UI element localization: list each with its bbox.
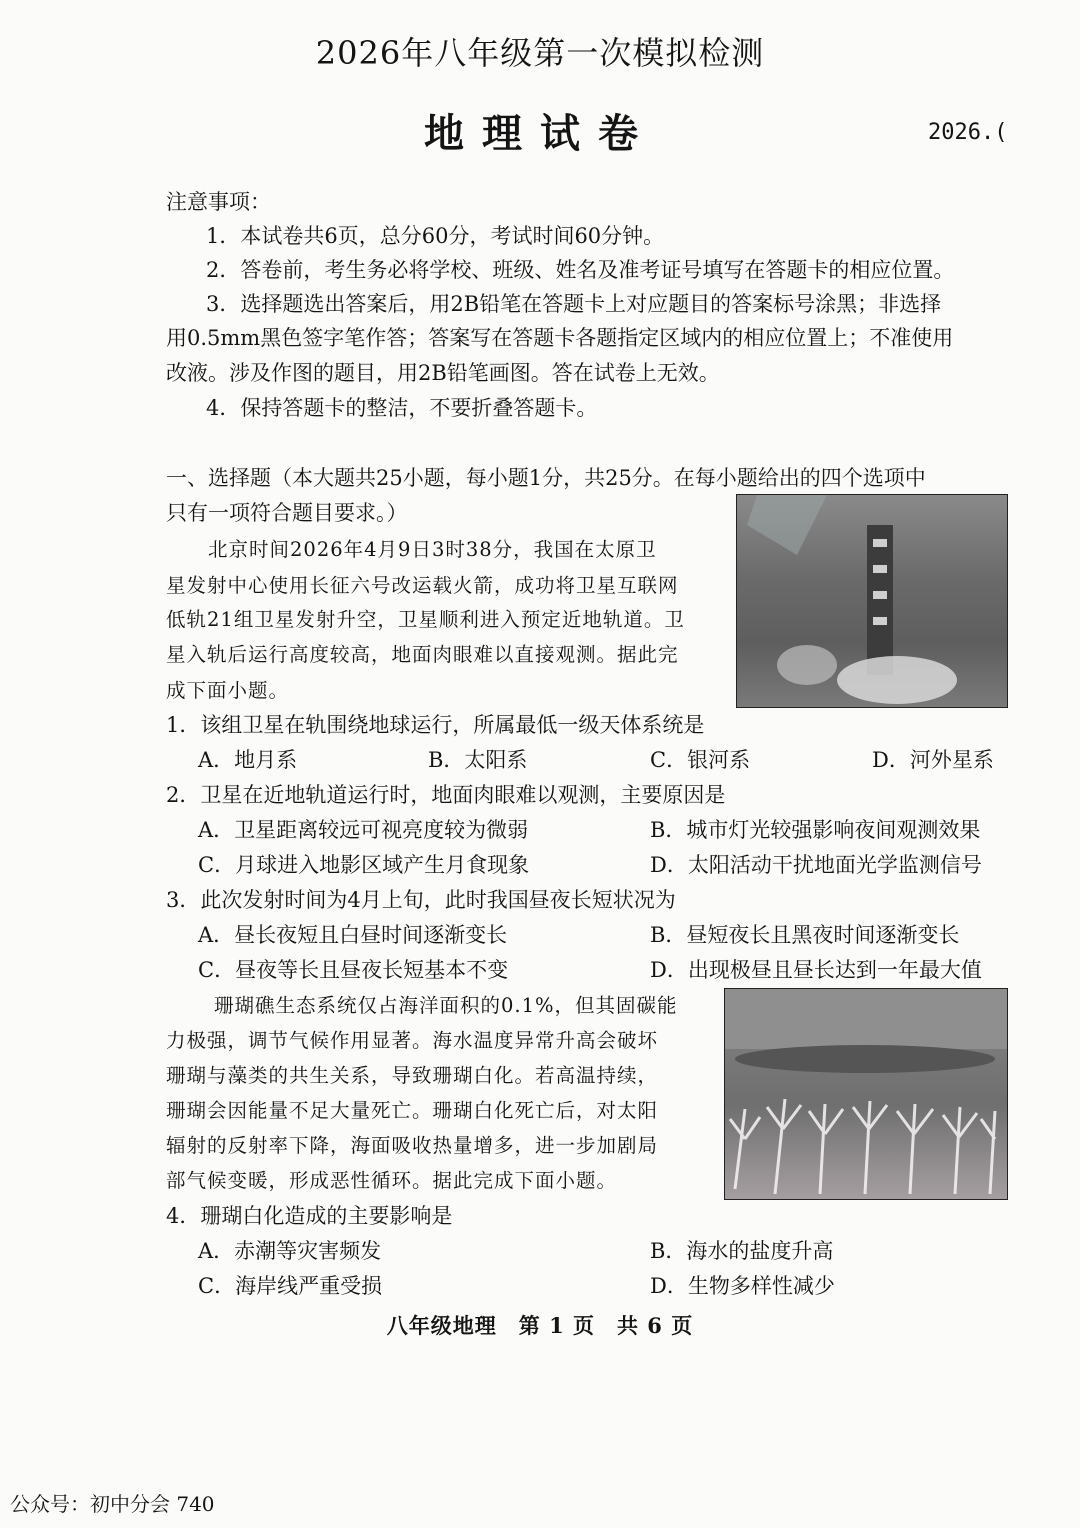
question-4-option-a: A．赤潮等灾害频发 <box>198 1239 382 1263</box>
question-4-stem: 4．珊瑚白化造成的主要影响是 <box>166 1204 453 1228</box>
question-4-option-c: C．海岸线严重受损 <box>198 1274 383 1298</box>
coral-illustration <box>725 989 1007 1199</box>
question-1-option-a: A．地月系 <box>198 748 298 772</box>
exam-date: 2026.( <box>928 120 1008 145</box>
passage2-line-5: 辐射的反射率下降，海面吸收热量增多，进一步加剧局 <box>166 1134 659 1157</box>
notice-line-3: 3．选择题选出答案后，用2B铅笔在答题卡上对应题目的答案标号涂黑；非选择 <box>206 292 942 316</box>
section-heading-line-1: 一、选择题（本大题共25小题，每小题1分，共25分。在每小题给出的四个选项中 <box>166 466 926 490</box>
notice-line-4: 用0.5mm黑色签字笔作答；答案写在答题卡各题指定区域内的相应位置上；不准使用 <box>166 326 954 350</box>
notice-line-2: 2．答卷前，考生务必将学校、班级、姓名及准考证号填写在答题卡的相应位置。 <box>206 258 955 282</box>
passage1-line-2: 星发射中心使用长征六号改运载火箭，成功将卫星互联网 <box>166 574 679 597</box>
notice-line-1: 1．本试卷共6页，总分60分，考试时间60分钟。 <box>206 224 665 248</box>
question-3-stem: 3．此次发射时间为4月上旬，此时我国昼夜长短状况为 <box>166 888 676 912</box>
question-1-option-b: B．太阳系 <box>428 748 528 772</box>
question-1-stem: 1．该组卫星在轨围绕地球运行，所属最低一级天体系统是 <box>166 713 705 737</box>
question-2-option-d: D．太阳活动干扰地面光学监测信号 <box>650 853 982 877</box>
passage1-line-5: 成下面小题。 <box>166 679 290 702</box>
watermark: 公众号：初中分会 740 <box>10 1492 215 1516</box>
passage2-line-6: 部气候变暖，形成恶性循环。据此完成下面小题。 <box>166 1169 618 1192</box>
question-3-option-d: D．出现极昼且昼长达到一年最大值 <box>650 958 982 982</box>
passage2-line-2: 力极强，调节气候作用显著。海水温度异常升高会破坏 <box>166 1029 659 1052</box>
question-3-option-c: C．昼夜等长且昼夜长短基本不变 <box>198 958 509 982</box>
question-2-option-c: C．月球进入地影区域产生月食现象 <box>198 853 530 877</box>
notice-line-6: 4．保持答题卡的整洁，不要折叠答题卡。 <box>206 396 598 420</box>
question-2-option-b: B．城市灯光较强影响夜间观测效果 <box>650 818 981 842</box>
notice-line-5: 改液。涉及作图的题目，用2B铅笔画图。答在试卷上无效。 <box>166 361 720 385</box>
question-1-option-c: C．银河系 <box>650 748 751 772</box>
question-2-stem: 2．卫星在近地轨道运行时，地面肉眼难以观测，主要原因是 <box>166 783 726 807</box>
passage2-line-3: 珊瑚与藻类的共生关系，导致珊瑚白化。若高温持续， <box>166 1064 659 1087</box>
question-1-option-d: D．河外星系 <box>872 748 994 772</box>
passage2-line-1: 珊瑚礁生态系统仅占海洋面积的0.1%，但其固碳能 <box>214 994 678 1017</box>
question-4-option-b: B．海水的盐度升高 <box>650 1239 834 1263</box>
passage1-line-1: 北京时间2026年4月9日3时38分，我国在太原卫 <box>208 538 657 561</box>
exam-title: 2026年八年级第一次模拟检测 <box>315 34 765 72</box>
question-3-option-b: B．昼短夜长且黑夜时间逐渐变长 <box>650 923 960 947</box>
notice-heading: 注意事项： <box>166 190 271 214</box>
passage2-line-4: 珊瑚会因能量不足大量死亡。珊瑚白化死亡后，对太阳 <box>166 1099 659 1122</box>
question-2-option-a: A．卫星距离较远可视亮度较为微弱 <box>198 818 529 842</box>
question-3-option-a: A．昼长夜短且白昼时间逐渐变长 <box>198 923 508 947</box>
passage1-line-4: 星入轨后运行高度较高，地面肉眼难以直接观测。据此完 <box>166 643 679 666</box>
subject-title: 地理试卷 <box>424 110 656 157</box>
question-4-option-d: D．生物多样性减少 <box>650 1274 835 1298</box>
passage1-line-3: 低轨21组卫星发射升空，卫星顺利进入预定近地轨道。卫 <box>166 608 685 631</box>
coral-bleaching-photo <box>724 988 1008 1200</box>
rocket-launch-photo <box>736 494 1008 708</box>
section-heading-line-2: 只有一项符合题目要求。） <box>166 501 408 525</box>
rocket-launch-illustration <box>737 495 1007 707</box>
page-footer: 八年级地理 第 1 页 共 6 页 <box>386 1313 694 1338</box>
